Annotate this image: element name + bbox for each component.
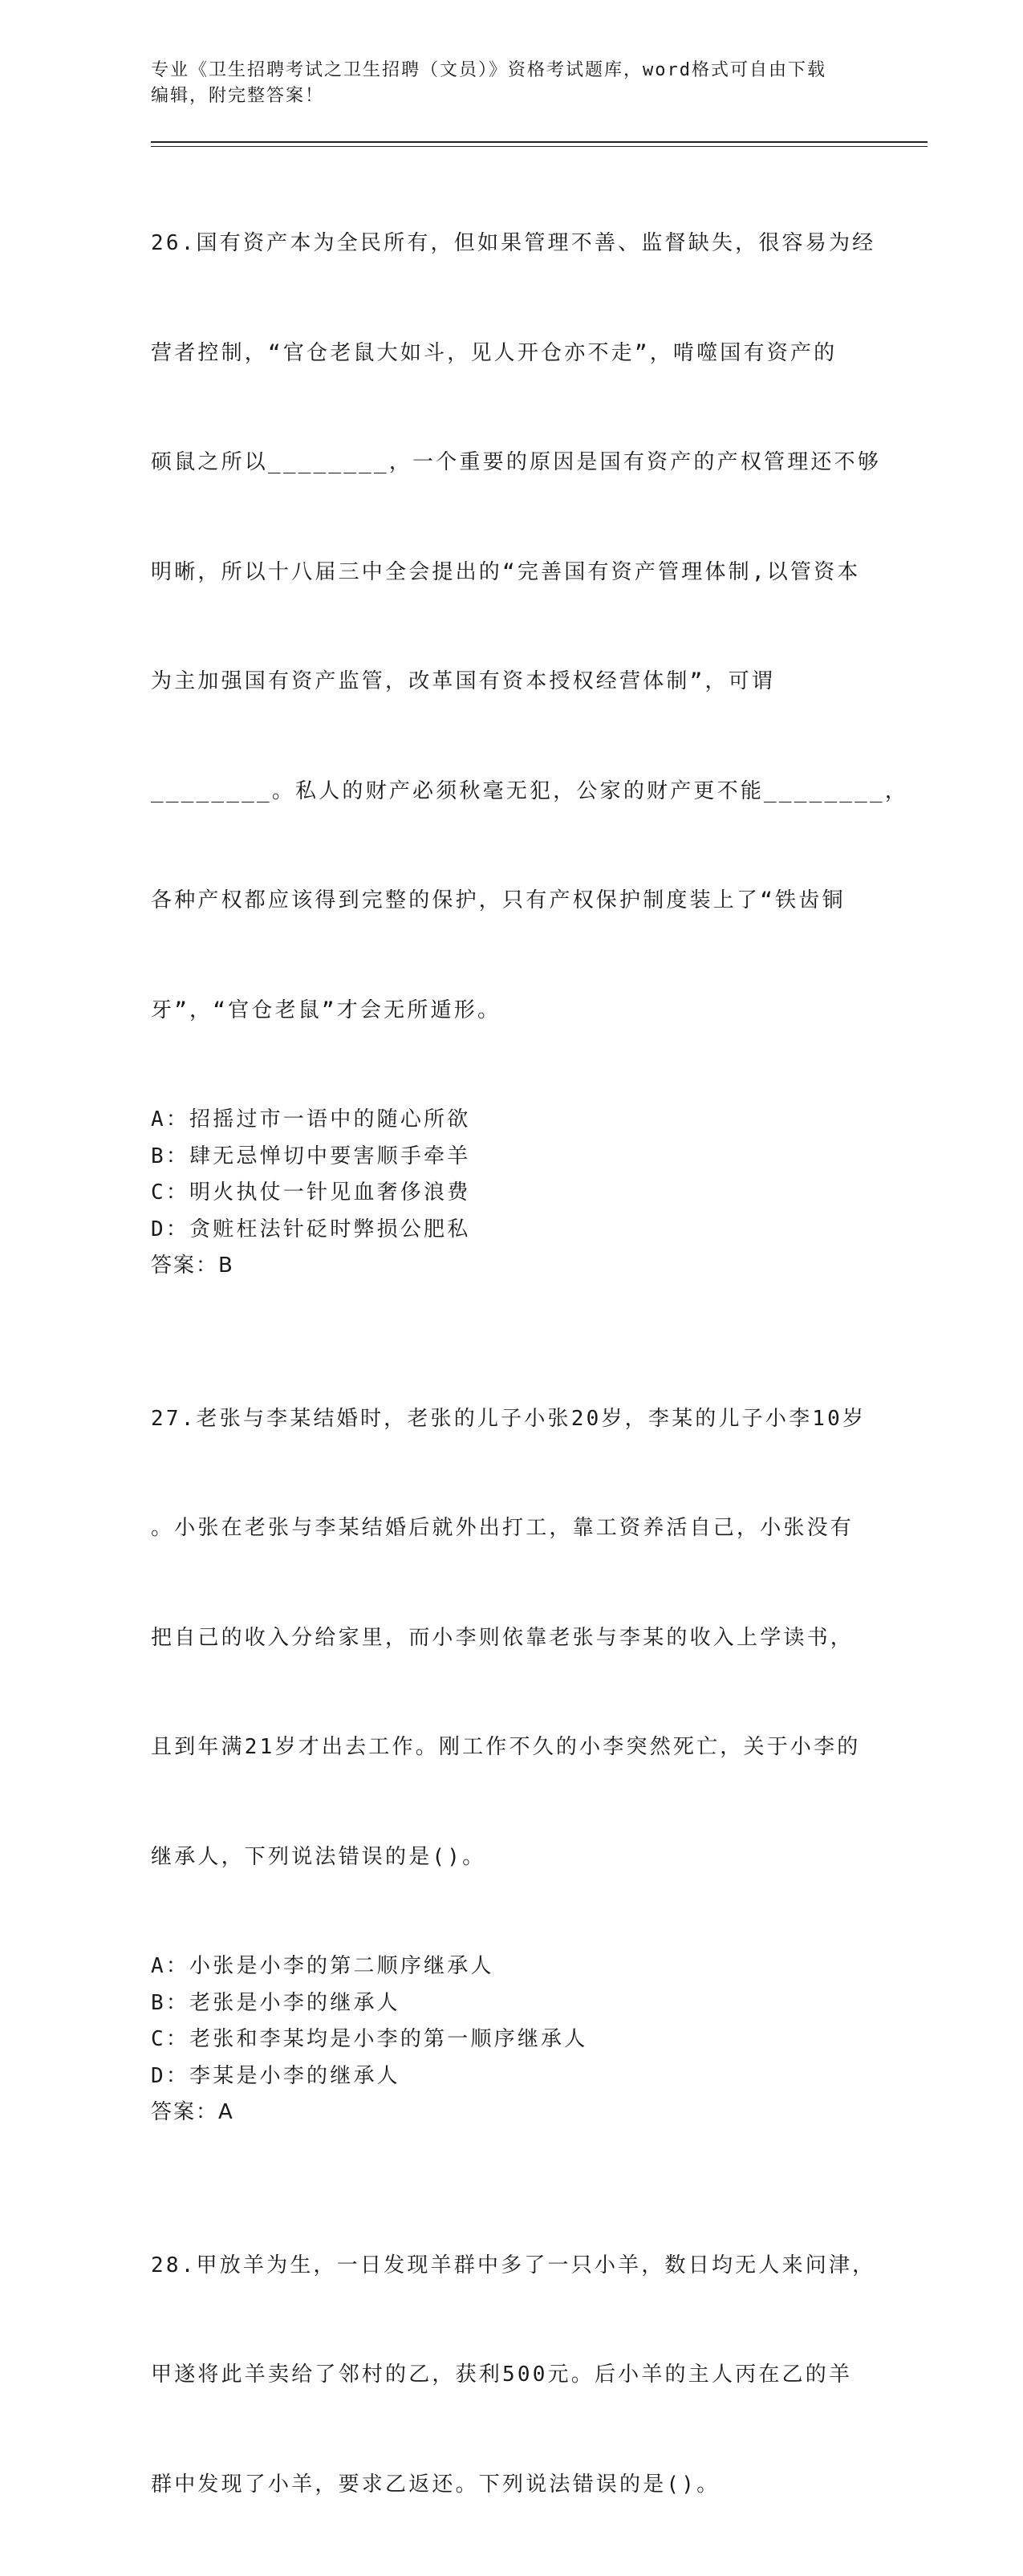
question-line: 继承人，下列说法错误的是()。 <box>151 1839 873 1876</box>
option-c: C：明火执仗一针见血奢侈浪费 <box>151 1175 873 1212</box>
header-line-1: 专业《卫生招聘考试之卫生招聘（文员）》资格考试题库，word格式可自由下载 <box>151 58 873 83</box>
option-d: D：贪赃枉法针砭时弊损公肥私 <box>151 1212 873 1249</box>
question-27 <box>151 1328 873 2131</box>
question-line: 为主加强国有资产监管，改革国有资本授权经营体制”，可谓 <box>151 664 873 701</box>
question-26 <box>151 152 873 1285</box>
question-text <box>151 152 873 1102</box>
option-c: C：老张和李某均是小李的第一顺序继承人 <box>151 2021 873 2058</box>
option-a: A：小张是小李的第二顺序继承人 <box>151 1948 873 1985</box>
question-line: ________。私人的财产必须秋毫无犯，公家的财产更不能________， <box>151 774 873 811</box>
header-divider-thin <box>151 146 928 147</box>
spacer <box>151 2131 873 2175</box>
header-line-2: 编辑，附完整答案！ <box>151 83 873 109</box>
option-b: B：肆无忌惮切中要害顺手牵羊 <box>151 1139 873 1176</box>
option-b: B：老张是小李的继承人 <box>151 1985 873 2022</box>
option-d: D：李某是小李的继承人 <box>151 2058 873 2095</box>
document-body <box>151 152 873 2576</box>
document-header <box>151 58 873 109</box>
question-text <box>151 1328 873 1949</box>
answer: 答案：A <box>151 2095 873 2131</box>
question-line: 硕鼠之所以________，一个重要的原因是国有资产的产权管理还不够 <box>151 445 873 481</box>
spacer <box>151 1285 873 1328</box>
question-28 <box>151 2175 873 2576</box>
header-divider-thick <box>151 141 928 143</box>
answer: 答案：B <box>151 1248 873 1285</box>
question-line: 群中发现了小羊，要求乙返还。下列说法错误的是()。 <box>151 2467 873 2504</box>
question-line: 各种产权都应该得到完整的保护，只有产权保护制度装上了“铁齿铜 <box>151 883 873 920</box>
option-a: A：招摇过市一语中的随心所欲 <box>151 1102 873 1139</box>
question-line: 26.国有资产本为全民所有，但如果管理不善、监督缺失，很容易为经 <box>151 226 873 262</box>
question-line: 27.老张与李某结婚时，老张的儿子小张20岁，李某的儿子小李10岁 <box>151 1401 873 1438</box>
question-line: 把自己的收入分给家里，而小李则依靠老张与李某的收入上学读书， <box>151 1620 873 1657</box>
question-line: 。小张在老张与李某结婚后就外出打工，靠工资养活自己，小张没有 <box>151 1510 873 1547</box>
question-text <box>151 2175 873 2576</box>
question-line: 牙”，“官仓老鼠”才会无所遁形。 <box>151 993 873 1030</box>
question-line: 且到年满21岁才出去工作。刚工作不久的小李突然死亡，关于小李的 <box>151 1729 873 1766</box>
question-line: 营者控制，“官仓老鼠大如斗，见人开仓亦不走”，啃噬国有资产的 <box>151 335 873 372</box>
question-line: 甲遂将此羊卖给了邻村的乙，获利500元。后小羊的主人丙在乙的羊 <box>151 2357 873 2394</box>
question-line: 28.甲放羊为生，一日发现羊群中多了一只小羊，数日均无人来问津， <box>151 2248 873 2285</box>
question-line: 明晰，所以十八届三中全会提出的“完善国有资产管理体制,以管资本 <box>151 555 873 591</box>
